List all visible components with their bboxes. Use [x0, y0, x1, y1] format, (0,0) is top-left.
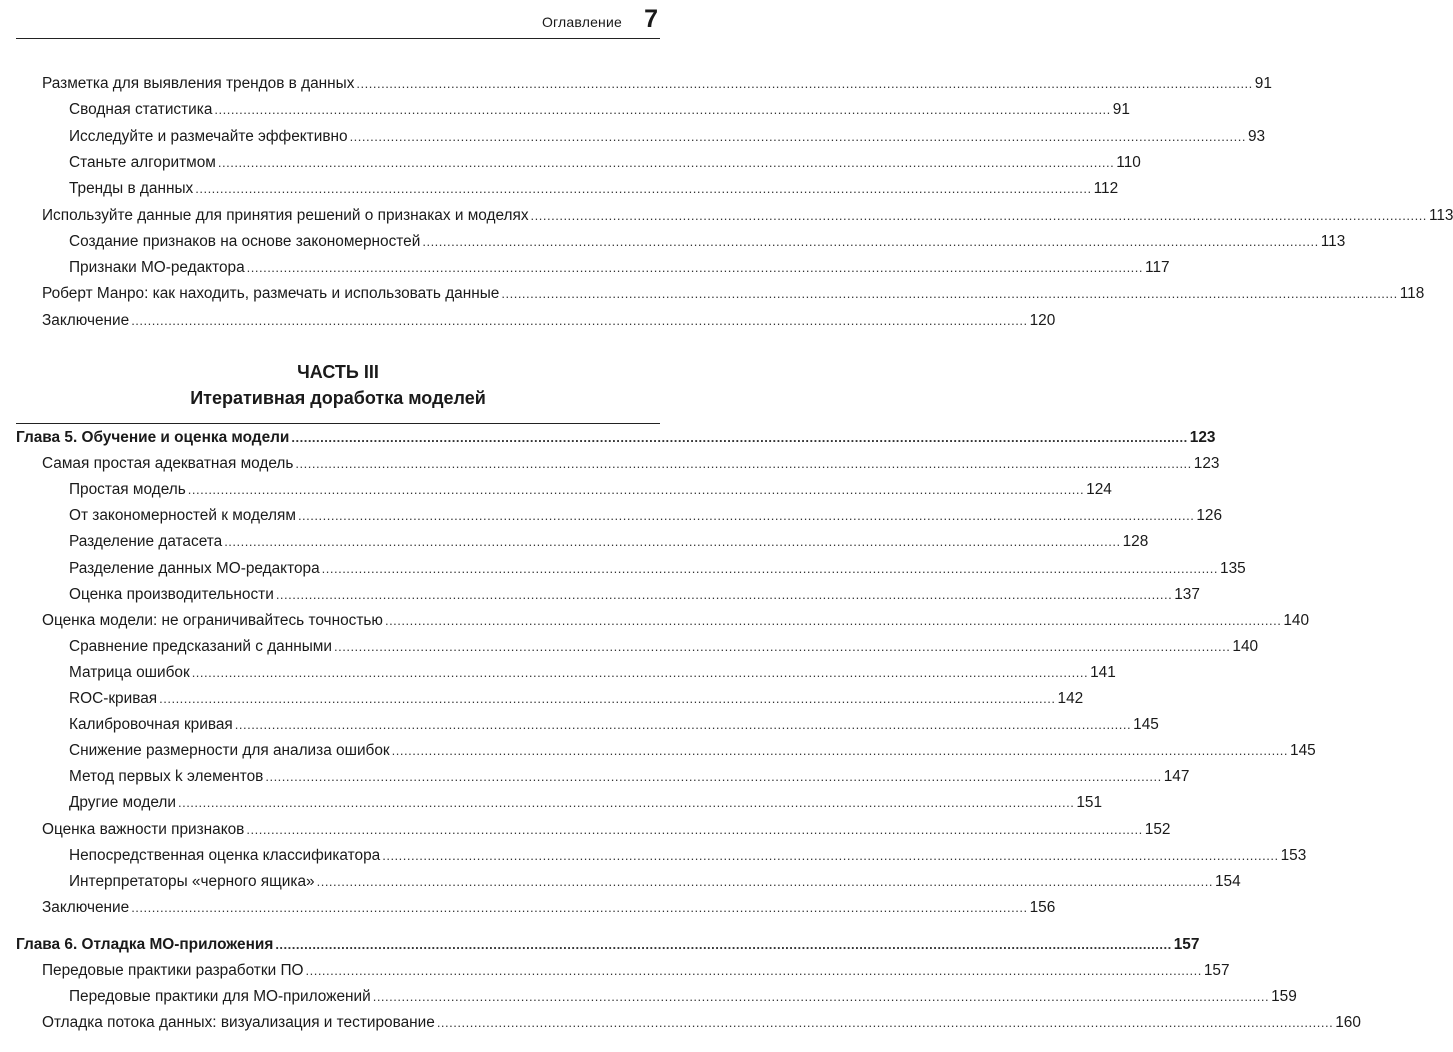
toc-leader-dots: ..........................................................................................................................................................................................................................: [321, 560, 1219, 576]
toc-entry[interactable]: [69, 712, 1159, 738]
toc-leader-dots: ..........................................................................................................................................................................................................................: [436, 1015, 1334, 1031]
toc-entry[interactable]: [69, 556, 1246, 582]
toc-entry[interactable]: [42, 203, 1453, 229]
running-header: [16, 0, 660, 39]
toc-leader-dots: ..........................................................................................................................................................................................................................: [131, 312, 1028, 328]
toc-leader-dots: ..........................................................................................................................................................................................................................: [224, 534, 1121, 550]
toc-entry-title: Разделение датасета: [69, 533, 223, 551]
toc-leader-dots: ..........................................................................................................................................................................................................................: [372, 989, 1270, 1005]
toc-chapter-entry[interactable]: [16, 932, 1200, 958]
toc-entry-page: 151: [1076, 794, 1103, 812]
toc-leader-dots: ..........................................................................................................................................................................................................................: [131, 899, 1028, 915]
toc-leader-dots: ..........................................................................................................................................................................................................................: [422, 233, 1319, 249]
toc-entry[interactable]: [69, 477, 1112, 503]
toc-entry-page: 113: [1428, 206, 1453, 224]
toc-entry[interactable]: [42, 1010, 1361, 1036]
toc-entry-title: Станьте алгоритмом: [69, 153, 216, 171]
toc-entry-title: Другие модели: [69, 794, 176, 812]
toc-entry[interactable]: [69, 255, 1170, 281]
toc-entry-title: Глава 6. Отладка МО-приложения: [16, 936, 274, 953]
toc-entry-page: 156: [1029, 898, 1056, 916]
toc-entry-title: Оценка важности признаков: [42, 820, 245, 838]
toc-entry-title: Оценка модели: не ограничивайтесь точностью: [42, 611, 383, 629]
toc-entry[interactable]: [69, 764, 1190, 790]
toc-chapter-entry[interactable]: [16, 425, 1216, 451]
toc-entry-page: 160: [1335, 1014, 1361, 1032]
toc-entry-page: 157: [1203, 962, 1230, 980]
toc-leader-dots: ..........................................................................................................................................................................................................................: [334, 638, 1231, 654]
toc-entry-title: Признаки МО-редактора: [69, 259, 245, 277]
header-page-number: 7: [644, 5, 658, 33]
toc-entry-title: Создание признаков на основе закономерностей: [69, 232, 421, 250]
toc-entry-page: 141: [1090, 663, 1116, 681]
toc-entry-page: 142: [1057, 690, 1084, 707]
toc-entry[interactable]: [42, 817, 1171, 843]
toc-leader-dots: ..........................................................................................................................................................................................................................: [316, 873, 1213, 889]
toc-leader-dots: ..........................................................................................................................................................................................................................: [265, 769, 1162, 785]
toc-entry-page: 93: [1247, 127, 1266, 145]
toc-entry[interactable]: [69, 738, 1316, 764]
toc-entry-title: Разметка для выявления трендов в данных: [42, 75, 355, 92]
toc-leader-dots: ..........................................................................................................................................................................................................................: [246, 821, 1143, 837]
toc-entry-page: 137: [1174, 585, 1200, 603]
part-title: Итеративная доработка моделей: [190, 388, 486, 408]
toc-entry-page: 128: [1122, 533, 1149, 551]
toc-leader-dots: ..........................................................................................................................................................................................................................: [297, 508, 1195, 524]
toc-entry[interactable]: [42, 958, 1230, 984]
toc-entry-title: Простая модель: [69, 481, 186, 499]
toc-leader-dots: ..........................................................................................................................................................................................................................: [217, 154, 1115, 170]
toc-entry[interactable]: [69, 124, 1266, 150]
toc-entry[interactable]: [69, 503, 1223, 529]
toc-entry-page: 120: [1029, 311, 1056, 329]
toc-entry-page: 112: [1093, 180, 1119, 198]
toc-entry[interactable]: [69, 150, 1141, 176]
toc-entry-title: Сводная статистика: [69, 101, 213, 119]
toc-entry-title: ROC-кривая: [69, 690, 158, 707]
toc-entry-title: Интерпретаторы «черного ящика»: [69, 872, 315, 890]
toc-entry[interactable]: [42, 281, 1425, 307]
toc-entry[interactable]: [69, 660, 1116, 686]
toc-entry-title: Непосредственная оценка классификатора: [69, 846, 381, 864]
toc-leader-dots: ..........................................................................................................................................................................................................................: [275, 937, 1172, 952]
toc-entry-page: 157: [1173, 936, 1200, 953]
part-divider: [16, 423, 660, 424]
toc-entry-title: Роберт Манро: как находить, размечать и использовать данные: [42, 285, 500, 303]
toc-entry-page: 126: [1196, 507, 1223, 525]
part-label: ЧАСТЬ III: [297, 362, 379, 382]
toc-leader-dots: ..........................................................................................................................................................................................................................: [356, 76, 1253, 91]
toc-entry-title: Тренды в данных: [69, 180, 194, 198]
toc-entry-page: 159: [1271, 988, 1297, 1006]
toc-entry-title: Заключение: [42, 311, 130, 329]
toc-entry-title: Исследуйте и размечайте эффективно: [69, 127, 348, 145]
toc-leader-dots: ..........................................................................................................................................................................................................................: [214, 102, 1111, 118]
toc-entry-page: 123: [1193, 455, 1220, 473]
toc-entry-page: 140: [1232, 637, 1259, 655]
toc-entry-title: Используйте данные для принятия решений о признаках и моделях: [42, 206, 529, 224]
toc-entry-page: 110: [1116, 153, 1141, 171]
toc-leader-dots: ..........................................................................................................................................................................................................................: [384, 612, 1282, 628]
toc-entry-page: 147: [1163, 768, 1190, 786]
toc-entry-title: Метод первых k элементов: [69, 768, 264, 786]
toc-entry-title: От закономерностей к моделям: [69, 507, 296, 525]
toc-entry[interactable]: [69, 634, 1259, 660]
toc-entry[interactable]: [42, 308, 1056, 334]
toc-entry-page: 124: [1086, 481, 1112, 499]
toc-entry[interactable]: [42, 71, 1272, 97]
toc-entry-title: Отладка потока данных: визуализация и тестирование: [42, 1014, 435, 1032]
toc-leader-dots: ..........................................................................................................................................................................................................................: [349, 128, 1246, 144]
toc-entry[interactable]: [69, 529, 1149, 555]
toc-leader-dots: ..........................................................................................................................................................................................................................: [391, 743, 1289, 759]
toc-entry[interactable]: [69, 229, 1346, 255]
toc-entry-page: 91: [1112, 101, 1130, 119]
toc-entry-page: 153: [1280, 846, 1307, 864]
toc-entry-page: 113: [1320, 232, 1346, 250]
toc-entry-page: 118: [1399, 285, 1425, 303]
toc-leader-dots: ..........................................................................................................................................................................................................................: [195, 181, 1092, 197]
toc-entry[interactable]: [69, 984, 1297, 1010]
toc-entry-page: 135: [1220, 559, 1246, 577]
toc-entry-page: 123: [1189, 429, 1216, 446]
toc-entry-title: Снижение размерности для анализа ошибок: [69, 742, 390, 760]
toc-entry[interactable]: [69, 176, 1119, 202]
toc-entry[interactable]: [42, 608, 1310, 634]
toc-leader-dots: ..........................................................................................................................................................................................................................: [246, 260, 1144, 276]
toc-entry-title: Сравнение предсказаний с данными: [69, 637, 332, 655]
toc-entry[interactable]: [42, 451, 1220, 477]
toc-entry-page: 154: [1214, 872, 1241, 890]
toc-entry-title: Заключение: [42, 898, 130, 916]
toc-entry[interactable]: [69, 790, 1103, 816]
toc-entry[interactable]: [69, 869, 1241, 895]
toc-leader-dots: ..........................................................................................................................................................................................................................: [177, 795, 1075, 811]
toc-entry-title: Самая простая адекватная модель: [42, 455, 294, 473]
toc-entry-page: 91: [1254, 75, 1272, 92]
toc-leader-dots: ..........................................................................................................................................................................................................................: [187, 482, 1085, 498]
toc-entry-title: Передовые практики для МО-приложений: [69, 988, 371, 1006]
toc-entry[interactable]: [69, 843, 1307, 869]
toc-leader-dots: ..........................................................................................................................................................................................................................: [159, 691, 1056, 706]
toc-entry-title: Глава 5. Обучение и оценка модели: [16, 429, 290, 446]
toc-leader-dots: ..........................................................................................................................................................................................................................: [530, 207, 1427, 223]
toc-leader-dots: ..........................................................................................................................................................................................................................: [382, 847, 1279, 863]
toc-entry[interactable]: [69, 686, 1084, 712]
toc-entry-title: Калибровочная кривая: [69, 716, 233, 734]
toc-leader-dots: ..........................................................................................................................................................................................................................: [295, 456, 1192, 472]
toc-entry-title: Разделение данных МО-редактора: [69, 559, 320, 577]
toc-leader-dots: ..........................................................................................................................................................................................................................: [291, 430, 1188, 445]
toc-entry-page: 152: [1144, 820, 1171, 838]
toc-entry-page: 145: [1290, 742, 1316, 760]
toc-entry-title: Матрица ошибок: [69, 663, 190, 681]
toc-leader-dots: ..........................................................................................................................................................................................................................: [305, 963, 1202, 979]
toc-entry-page: 117: [1145, 259, 1170, 277]
header-section-title: Оглавление: [541, 14, 622, 30]
toc-entry-page: 140: [1283, 611, 1310, 629]
toc-entry[interactable]: [42, 895, 1056, 921]
toc-leader-dots: ..........................................................................................................................................................................................................................: [234, 717, 1132, 733]
toc-entry[interactable]: [69, 97, 1130, 123]
toc-leader-dots: ..........................................................................................................................................................................................................................: [191, 664, 1089, 680]
toc-entry-title: Передовые практики разработки ПО: [42, 962, 304, 980]
toc-leader-dots: ..........................................................................................................................................................................................................................: [501, 286, 1398, 302]
toc-entry[interactable]: [69, 582, 1200, 608]
toc-entry-page: 145: [1133, 716, 1159, 734]
toc-entry-title: Оценка производительности: [69, 585, 274, 603]
toc-leader-dots: ..........................................................................................................................................................................................................................: [275, 586, 1173, 602]
